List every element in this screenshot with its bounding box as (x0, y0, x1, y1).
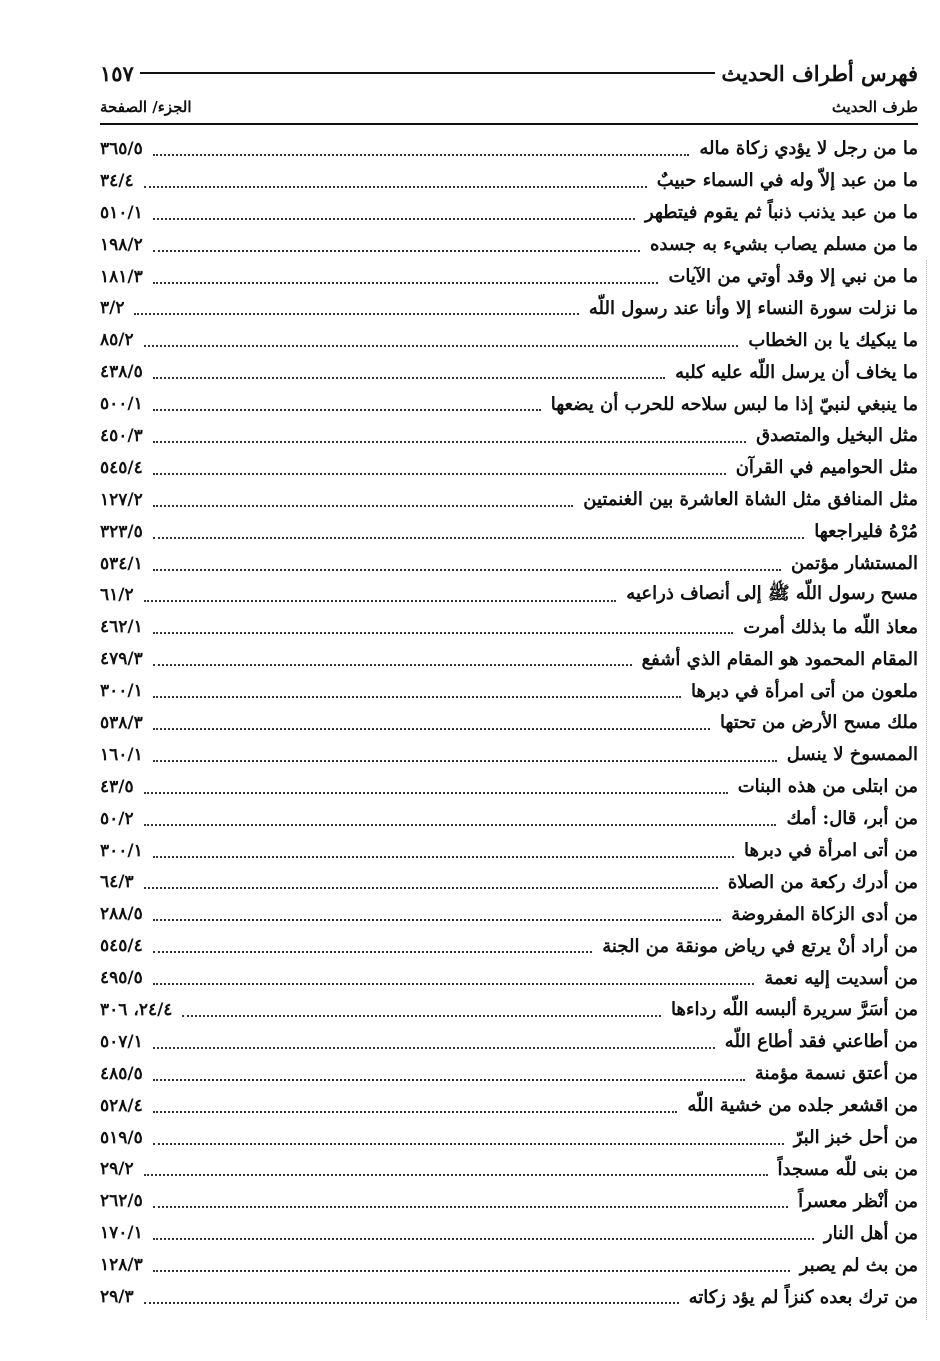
entry-text: من أدى الزكاة المفروضة (731, 903, 918, 925)
entry-reference: ٥٠/٢ (100, 808, 134, 829)
list-item (100, 388, 918, 420)
entry-text: ما نزلت سورة النساء إلا وأنا عند رسول اللّه (588, 297, 918, 319)
dot-leader (153, 951, 593, 953)
entry-text: من بث لم يصبر (799, 1254, 918, 1276)
list-item (100, 1249, 918, 1281)
list-item (100, 994, 918, 1026)
entry-reference: ٣٦٥/٥ (100, 138, 143, 159)
entry-reference: ٢٤/٤، ٣٠٦ (100, 999, 173, 1020)
list-item (100, 516, 918, 548)
entry-reference: ١٢٧/٢ (100, 489, 143, 510)
entry-text: ملعون من أتى امرأة في دبرها (690, 680, 918, 702)
entry-text: من أعتق نسمة مؤمنة (754, 1063, 918, 1085)
entry-reference: ٣/٢ (100, 298, 125, 319)
dot-leader (144, 1302, 679, 1304)
entry-text: من بنى للّه مسجداً (777, 1158, 918, 1180)
header-rule (140, 72, 716, 74)
entry-reference: ٢٨٨/٥ (100, 904, 143, 925)
list-item (100, 930, 918, 962)
entry-text: معاذ اللّه ما بذلك أمرت (743, 616, 918, 638)
dot-leader (153, 1111, 678, 1113)
column-heading-rule (100, 123, 918, 125)
dot-leader (153, 696, 681, 698)
dot-leader (153, 632, 734, 634)
dot-leader (153, 728, 710, 730)
list-item (100, 324, 918, 356)
list-item (100, 1058, 918, 1090)
hadith-index-list (100, 133, 918, 1313)
entry-text: من أطاعني فقد أطاع اللّه (724, 1031, 918, 1053)
dot-leader (153, 282, 659, 284)
list-item (100, 133, 918, 165)
dot-leader (153, 1206, 788, 1208)
entry-reference: ٤٨٥/٥ (100, 1063, 143, 1084)
entry-text: من أسديت إليه نعمة (764, 967, 918, 989)
dot-leader (153, 1143, 784, 1145)
list-item (100, 356, 918, 388)
dot-leader (153, 760, 777, 762)
list-item (100, 771, 918, 803)
dot-leader (153, 537, 804, 539)
entry-text: من أتى امرأة في دبرها (744, 840, 918, 862)
entry-text: من أحل خبز البرّ (793, 1127, 918, 1149)
list-item (100, 1154, 918, 1186)
list-item (100, 866, 918, 898)
entry-reference: ٦٤/٣ (100, 872, 134, 893)
dot-leader (144, 887, 718, 889)
list-item (100, 611, 918, 643)
entry-reference: ٤٩٥/٥ (100, 968, 143, 989)
entry-text: من أبر، قال: أمك (786, 808, 918, 830)
list-item (100, 261, 918, 293)
list-item (100, 548, 918, 580)
running-header (100, 56, 918, 90)
dot-leader (144, 345, 739, 347)
dot-leader (153, 1238, 814, 1240)
entry-reference: ٥٣٨/٣ (100, 712, 143, 733)
list-item (100, 1217, 918, 1249)
dot-leader (144, 824, 777, 826)
dot-leader (153, 154, 690, 156)
entry-text: من ترك بعده كنزاً لم يؤد زكاته (688, 1286, 918, 1308)
dot-leader (144, 186, 647, 188)
entry-text: من ابتلى من هذه البنات (737, 776, 918, 798)
list-item (100, 1090, 918, 1122)
list-item (100, 420, 918, 452)
entry-reference: ٤٣/٥ (100, 776, 134, 797)
column-headings (100, 94, 918, 120)
list-item (100, 643, 918, 675)
entry-text: من أدرك ركعة من الصلاة (727, 871, 918, 893)
entry-text: من أنْظر معسراً (798, 1190, 918, 1212)
entry-reference: ١٢٨/٣ (100, 1255, 143, 1276)
dot-leader (153, 1047, 715, 1049)
dot-leader (153, 664, 632, 666)
list-item (100, 579, 918, 611)
list-item (100, 1185, 918, 1217)
list-item (100, 452, 918, 484)
list-item (100, 229, 918, 261)
entry-text: من أسَرَّ سريرة ألبسه اللّه رداءها (671, 999, 918, 1021)
entry-text: مُرْهُ فليراجعها (814, 521, 918, 543)
dot-leader (153, 1270, 790, 1272)
list-item (100, 197, 918, 229)
list-item (100, 165, 918, 197)
entry-reference: ٢٩/٢ (100, 1159, 134, 1180)
entry-reference: ٣٠٠/١ (100, 840, 143, 861)
list-item (100, 898, 918, 930)
dot-leader (153, 441, 746, 443)
list-item (100, 675, 918, 707)
entry-reference: ٥٣٤/١ (100, 553, 143, 574)
dot-leader (153, 569, 781, 571)
dot-leader (153, 505, 574, 507)
entry-reference: ٤٧٩/٣ (100, 649, 143, 670)
list-item (100, 835, 918, 867)
entry-reference: ٢٦٢/٥ (100, 1191, 143, 1212)
dot-leader (153, 218, 635, 220)
entry-reference: ١٦٠/١ (100, 744, 143, 765)
margin-dotted-line (926, 260, 927, 1320)
dot-leader (153, 250, 640, 252)
list-item (100, 484, 918, 516)
entry-text: المقام المحمود هو المقام الذي أشفع (641, 648, 918, 670)
entry-text: ما ينبغي لنبيّ إذا ما لبس سلاحه للحرب أن يضعها (550, 393, 918, 415)
list-item (100, 962, 918, 994)
dot-leader (153, 1079, 745, 1081)
page-number: ١٥٧ (100, 60, 134, 86)
list-item (100, 707, 918, 739)
entry-reference: ٥١٩/٥ (100, 1127, 143, 1148)
list-item (100, 803, 918, 835)
entry-reference: ٨٥/٢ (100, 330, 134, 351)
dot-leader (144, 1174, 768, 1176)
entry-reference: ٥٠٠/١ (100, 394, 143, 415)
dot-leader (182, 1015, 661, 1017)
entry-reference: ١٧٠/١ (100, 1223, 143, 1244)
entry-text: من أراد أنْ يرتع في رياض مونقة من الجنة (602, 935, 918, 957)
entry-text: ما يبكيك يا بن الخطاب (748, 329, 918, 351)
entry-reference: ٥٤٥/٤ (100, 457, 143, 478)
dot-leader (153, 983, 755, 985)
entry-text: مثل المنافق مثل الشاة العاشرة بين الغنمتين (583, 489, 918, 511)
entry-text: مثل الحواميم في القرآن (735, 457, 918, 479)
entry-text: المستشار مؤتمن (791, 553, 918, 575)
list-item (100, 1026, 918, 1058)
list-item (100, 292, 918, 324)
dot-leader (153, 919, 722, 921)
dot-leader (153, 856, 734, 858)
entry-text: مسح رسول اللّه ﷺ إلى أنصاف ذراعيه (626, 583, 918, 605)
entry-reference: ٣٠٠/١ (100, 681, 143, 702)
entry-reference: ٤٦٢/١ (100, 617, 143, 638)
entry-reference: ٣٤/٤ (100, 170, 134, 191)
entry-text: ما من رجل لا يؤدي زكاة ماله (699, 138, 918, 160)
list-item (100, 1122, 918, 1154)
entry-text: ما من عبد يذنب ذنباً ثم يقوم فيتطهر (644, 202, 918, 224)
entry-text: ملك مسح الأرض من تحتها (719, 712, 918, 734)
entry-text: ما من عبد إلاّ وله في السماء حبيبٌ (656, 170, 918, 192)
entry-reference: ١٨١/٣ (100, 266, 143, 287)
dot-leader (144, 600, 617, 602)
entry-reference: ٤٣٨/٥ (100, 362, 143, 383)
page-title: فهرس أطراف الحديث (721, 60, 918, 86)
entry-text: من اقشعر جلده من خشية اللّه (687, 1095, 918, 1117)
dot-leader (144, 792, 728, 794)
entry-text: ما من مسلم يصاب بشيء به جسده (649, 234, 918, 256)
entry-reference: ٥٢٨/٤ (100, 1095, 143, 1116)
dot-leader (134, 313, 578, 315)
list-item (100, 739, 918, 771)
entry-text: ما يخاف أن يرسل اللّه عليه كلبه (675, 361, 918, 383)
entry-reference: ١٩٨/٢ (100, 234, 143, 255)
entry-reference: ٢٩/٣ (100, 1287, 134, 1307)
entry-reference: ٦١/٢ (100, 585, 134, 606)
column-heading-volume-page: الجزء/ الصفحة (100, 98, 192, 116)
dot-leader (153, 409, 541, 411)
entry-text: من أهل النار (823, 1222, 918, 1244)
entry-reference: ٥٠٧/١ (100, 1031, 143, 1052)
entry-reference: ٣٢٣/٥ (100, 521, 143, 542)
entry-text: الممسوخ لا ينسل (786, 744, 918, 766)
entry-text: ما من نبي إلا وقد أوتي من الآيات (668, 266, 918, 287)
entry-reference: ٤٥٠/٣ (100, 425, 143, 446)
list-item (100, 1281, 918, 1313)
entry-reference: ٥٤٥/٤ (100, 936, 143, 957)
dot-leader (153, 377, 665, 379)
column-heading-hadith: طرف الحديث (831, 98, 918, 116)
dot-leader (153, 473, 726, 475)
entry-text: مثل البخيل والمتصدق (756, 425, 918, 447)
entry-reference: ٥١٠/١ (100, 202, 143, 223)
